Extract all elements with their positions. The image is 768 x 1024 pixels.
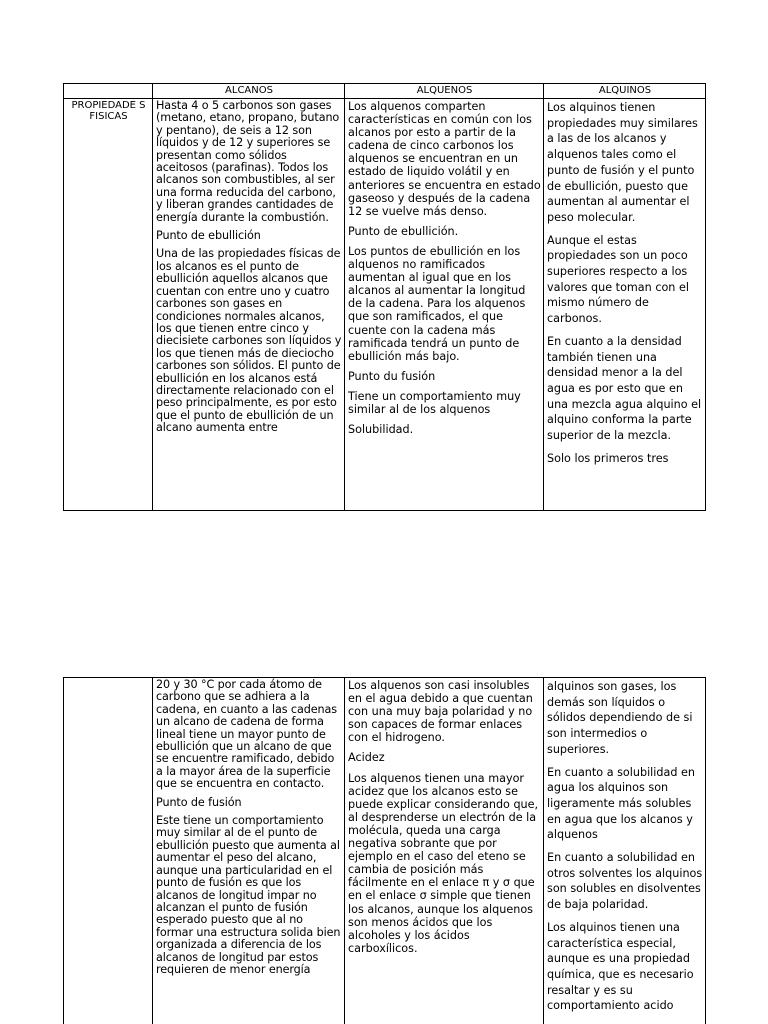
table-row-propiedades-fisicas: [64, 99, 705, 510]
paragraph: Solo los primeros tres: [547, 451, 669, 465]
cell-alcanos: [153, 678, 345, 1024]
subheading: Acidez: [348, 751, 385, 765]
header-alquenos: ALQUENOS: [416, 85, 473, 96]
subheading: Punto de ebullición: [156, 229, 261, 243]
paragraph: Aunque el estas propiedades son un poco superiores respecto a los valores que toman con el mismo número de carbonos.: [547, 233, 689, 326]
paragraph: Los alquinos tienen una característica especial, aunque es una propiedad química, que es necesario resaltar y es su comportamiento acido: [547, 920, 694, 1013]
paragraph: Una de las propiedades físicas de los alcanos es el punto de ebullición aquellos alcanos que cuentan con entre uno y cuatro carbones son gases en condiciones normales alcanos, los que tienen entre cinco y diecisiete carbones son líquidos y los que tienen más de dieciocho carbones son sólidos. El punto de ebullición en los alcanos está directamente relacionado con el peso principalmente, es por esto que el punto de ebullición de un alcano aumenta entre: [156, 247, 342, 435]
cell-alquenos: [345, 99, 544, 510]
paragraph: Los alquinos tienen propiedades muy similares a las de los alcanos y alquenos tales como el punto de fusión y el punto de ebullición, puesto que aumentan al aumentar el peso molecular.: [547, 101, 698, 224]
paragraph: Los puntos de ebullición en los alquenos no ramificados aumentan al igual que en los alcanos al aumentar la longitud de la cadena. Para los alquenos que son ramificados, el que cuente con la cadena más ramificada tendrá un punto de ebullición más bajo.: [348, 244, 526, 363]
paragraph: En cuanto a solubilidad en otros solventes los alquinos son solubles en disolventes de baja polaridad.: [547, 851, 703, 912]
paragraph: Los alquenos son casi insolubles en el agua debido a que cuentan con una muy baja polaridad y no son capaces de formar enlaces con el hidrogeno.: [348, 679, 533, 745]
paragraph: Los alquenos tienen una mayor acidez que los alcanos esto se puede explicar considerando que, al desprenderse un electrón de la molécula, queda una carga negativa sobrante que por ejemplo en el caso del eteno se cambia de posición más fácilmente en el enlace π y σ que en el enlace σ simple que tienen los alcanos, aunque los alquenos son menos ácidos que los alcoholes y los ácidos carboxílicos.: [348, 771, 539, 955]
paragraph: Hasta 4 o 5 carbonos son gases (metano, etano, propano, butano y pentano), de seis a 12 son líquidos y de 12 y superiores se presentan como sólidos aceitosos (parafinas). Todos los alcanos son combustibles, al ser una forma reducida del carbono, y liberan grandes cantidades de energía durante la combustión.: [156, 99, 340, 224]
cell-alcanos: [153, 99, 345, 510]
cell-alquinos: [544, 99, 706, 510]
subheading: Solubilidad.: [348, 423, 414, 437]
table-row-continuation: [64, 678, 705, 1024]
header-alquinos: ALQUINOS: [598, 85, 652, 96]
subheading: Punto de ebullición.: [348, 224, 459, 238]
paragraph: Los alquenos comparten características en común con los alcanos por esto a partir de la cadena de cinco carbonos los alquenos se encuentran en un estado de liquido volátil y en anteriores se encuentra en estado gaseoso y después de la cadena 12 se vuelve más denso.: [348, 100, 541, 218]
paragraph: Tiene un comportamiento muy similar al de los alquenos: [348, 389, 521, 416]
row-label-empty: [64, 678, 153, 1024]
paragraph: alquinos son gases, los demás son líquidos o sólidos dependiendo de si son intermedios o superiores.: [547, 680, 693, 756]
subheading: Punto du fusión: [348, 369, 436, 383]
header-empty-cell: [64, 84, 153, 98]
properties-table-page-1: [63, 83, 706, 511]
subheading: Punto de fusión: [156, 795, 242, 809]
table-header-row: [64, 84, 705, 99]
properties-table-page-2: [63, 677, 706, 1024]
row-label: PROPIEDADE S FISICAS: [71, 100, 146, 122]
header-alcanos: ALCANOS: [225, 85, 273, 96]
cell-alquenos: [345, 678, 544, 1024]
paragraph: Este tiene un comportamiento muy similar al de el punto de ebullición puesto que aumenta al aumentar el peso del alcano, aunque una particularidad en el punto de fusión es que los alcanos de longitud impar no alcanzan el punto de fusión esperado puesto que al no formar una estructura solida bien organizada a diferencia de los alcanos de longitud par estos requieren de menor energía: [156, 814, 341, 976]
paragraph: 20 y 30 °C por cada átomo de carbono que se adhiera a la cadena, en cuanto a las cadenas un alcano de cadena de forma lineal tiene un mayor punto de ebullición que un alcano de que se encuentre ramificado, debido a la mayor área de la superficie que se encuentra en contacto.: [156, 678, 337, 791]
paragraph: En cuanto a la densidad también tienen una densidad menor a la del agua es por esto que en una mezcla agua alquino el alquino conforma la parte superior de la mezcla.: [547, 334, 702, 443]
paragraph: En cuanto a solubilidad en agua los alquinos son ligeramente más solubles en agua que los alcanos y alquenos: [547, 765, 695, 842]
cell-alquinos: [544, 678, 706, 1024]
